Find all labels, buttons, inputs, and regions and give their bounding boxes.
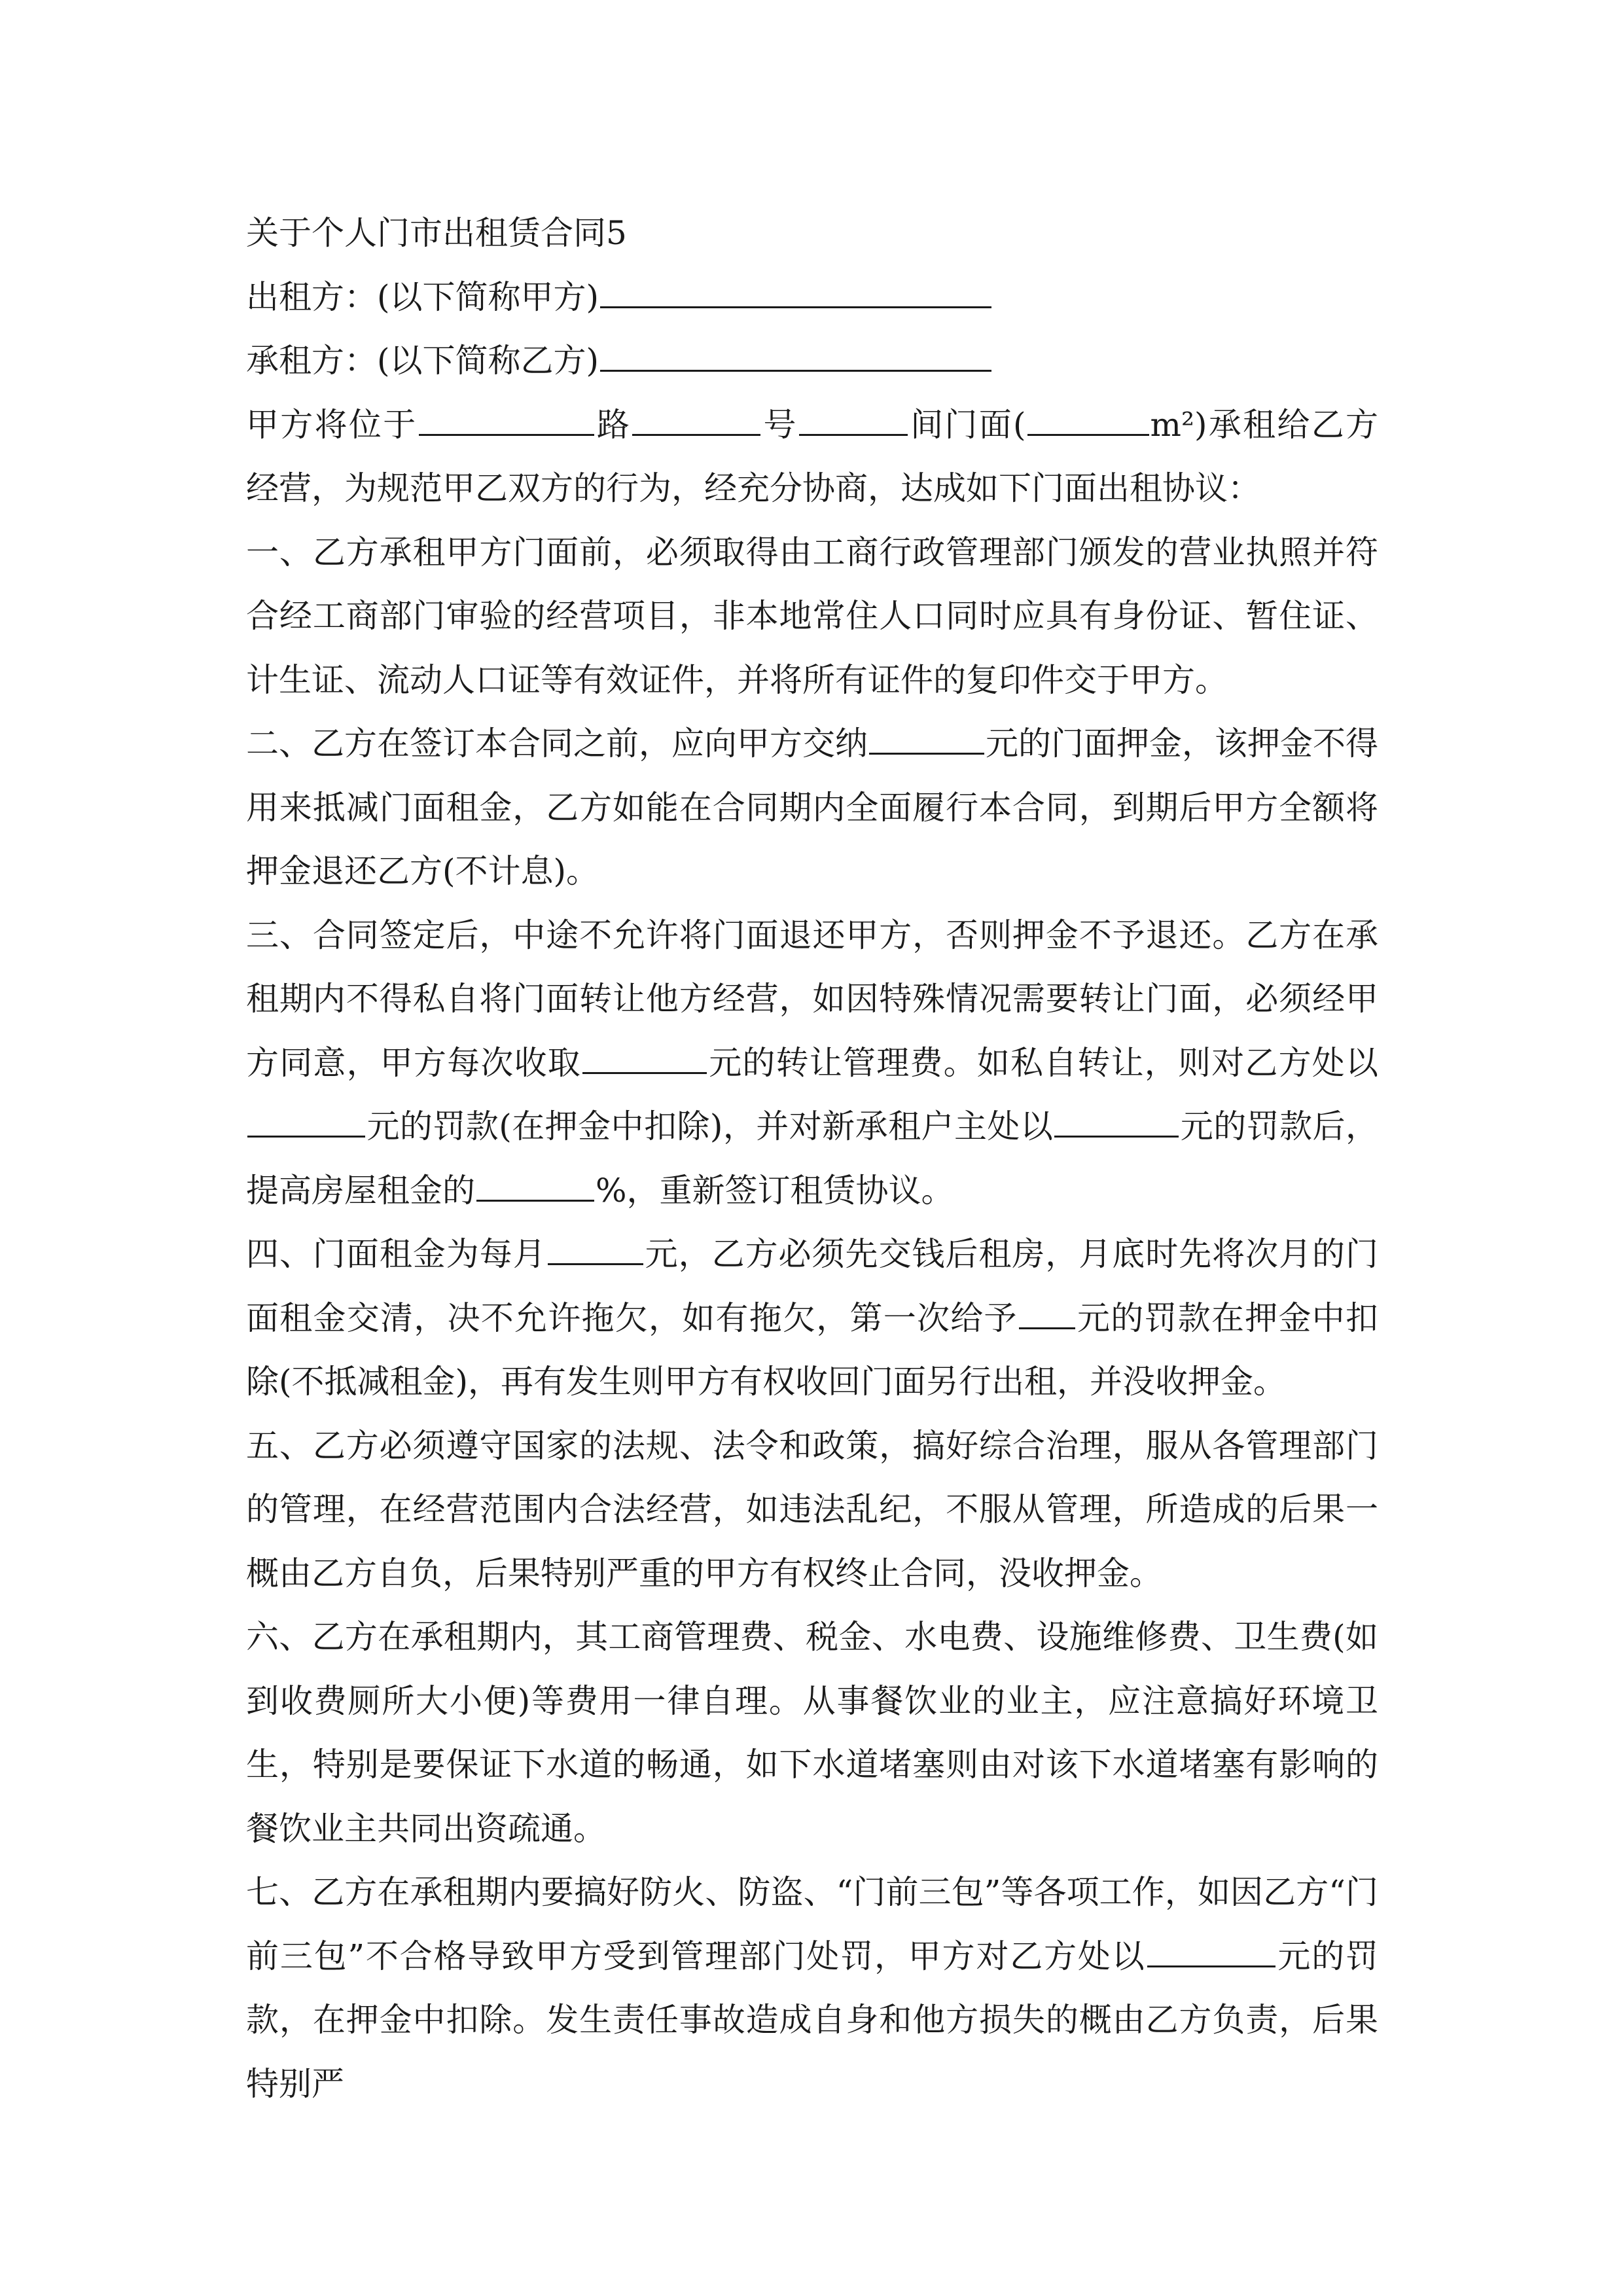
clause-5: 五、乙方必须遵守国家的法规、法令和政策，搞好综合治理，服从各管理部门的管理，在经营范围内合法经营，如违法乱纪，不服从管理，所造成的后果一概由乙方自负，后果特别严重的甲方有权终止合同，没收押金。: [246, 1426, 1378, 1592]
location-blank[interactable]: [419, 393, 594, 436]
lessee-name-blank[interactable]: [600, 329, 991, 372]
transfer-fine-blank[interactable]: [247, 1095, 365, 1138]
clause-2-text-1: 二、乙方在签订本合同之前，应向甲方交纳: [246, 725, 868, 762]
contract-body: [246, 202, 1378, 2116]
clause-1: 一、乙方承租甲方门面前，必须取得由工商行政管理部门颁发的营业执照并符合经工商部门审验的经营项目，非本地常住人口同时应具有身份证、暂住证、计生证、流动人口证等有效证件，并将所有证件的复印件交于甲方。: [246, 533, 1378, 699]
clause-3: [246, 904, 1378, 1223]
clause-4-text-1: 四、门面租金为每月: [246, 1235, 546, 1273]
area-blank[interactable]: [1027, 393, 1149, 436]
lessee-label: 承租方：(以下简称乙方): [246, 342, 599, 380]
clause-4: [246, 1223, 1378, 1414]
clause-3-text-2: 元的转让管理费。如私自转让，则对乙方处以: [708, 1043, 1378, 1082]
clause-3-text-1: 三、合同签定后，中途不允许将门面退还甲方，否则押金不予退还。乙方在承租期内不得私自将门面转让他方经营，如因特殊情况需要转让门面，必须经甲方同意，甲方每次收取: [246, 916, 1378, 1082]
rent-increase-blank[interactable]: [476, 1159, 594, 1202]
intro-text-2: 路: [595, 405, 632, 444]
monthly-rent-blank[interactable]: [548, 1223, 643, 1265]
intro-text-1: 甲方将位于: [246, 405, 418, 444]
road-number-blank[interactable]: [632, 393, 760, 436]
transfer-fee-blank[interactable]: [582, 1031, 707, 1074]
clause-4-text-3: 元的罚款在押金中扣除(不抵减租金)，再有发生则甲方有权收回门面另行出租，并没收押金。: [246, 1299, 1378, 1401]
clause-2: [246, 712, 1378, 904]
clause-4-text-2: 元，乙方必须先交钱后租房，月底时先将次月的门面租金交清，决不允许拖欠，如有拖欠，第一次给予: [246, 1235, 1379, 1337]
intro-text-5: m²)承租给乙方经营，为规范甲乙双方的行为，经充分协商，达成如下门面出租协议：: [246, 405, 1379, 507]
intro-text-3: 号: [762, 405, 798, 444]
lessor-name-blank[interactable]: [600, 266, 991, 308]
clause-3-text-4: 元的罚款后，提高房屋租金的: [246, 1107, 1378, 1210]
clause-2-text-2: 元的门面押金，该押金不得用来抵减门面租金，乙方如能在合同期内全面履行本合同，到期后甲方全额将押金退还乙方(不计息)。: [246, 725, 1378, 890]
sanitation-fine-blank[interactable]: [1147, 1925, 1275, 1967]
intro-paragraph: [246, 393, 1378, 521]
clause-7-text-2: 元的罚款，在押金中扣除。发生责任事故造成自身和他方损失的概由乙方负责，后果特别严: [246, 1937, 1379, 2103]
lessee-line: [246, 329, 1378, 393]
clause-3-text-5: %，重新签订租赁协议。: [596, 1171, 954, 1210]
first-fine-blank[interactable]: [1019, 1287, 1075, 1329]
intro-text-4: 间门面(: [908, 405, 1026, 444]
deposit-blank[interactable]: [869, 712, 984, 755]
door-count-blank[interactable]: [799, 393, 908, 436]
lessor-label: 出租方：(以下简称甲方): [246, 278, 599, 316]
document-title: 关于个人门市出租赁合同5: [246, 214, 627, 252]
clause-7: [246, 1861, 1378, 2116]
lessor-line: [246, 266, 1378, 330]
new-tenant-fine-blank[interactable]: [1054, 1095, 1179, 1138]
clause-3-text-3: 元的罚款(在押金中扣除)，并对新承租户主处以: [366, 1107, 1054, 1145]
clause-7-text-1: 七、乙方在承租期内要搞好防火、防盗、“门前三包”等各项工作，如因乙方“门前三包”不合格导致甲方受到管理部门处罚，甲方对乙方处以: [246, 1873, 1378, 1975]
clause-6: 六、乙方在承租期内，其工商管理费、税金、水电费、设施维修费、卫生费(如到收费厕所大小便)等费用一律自理。从事餐饮业的业主，应注意搞好环境卫生，特别是要保证下水道的畅通，如下水道堵塞则由对该下水道堵塞有影响的餐饮业主共同出资疏通。: [246, 1618, 1378, 1848]
